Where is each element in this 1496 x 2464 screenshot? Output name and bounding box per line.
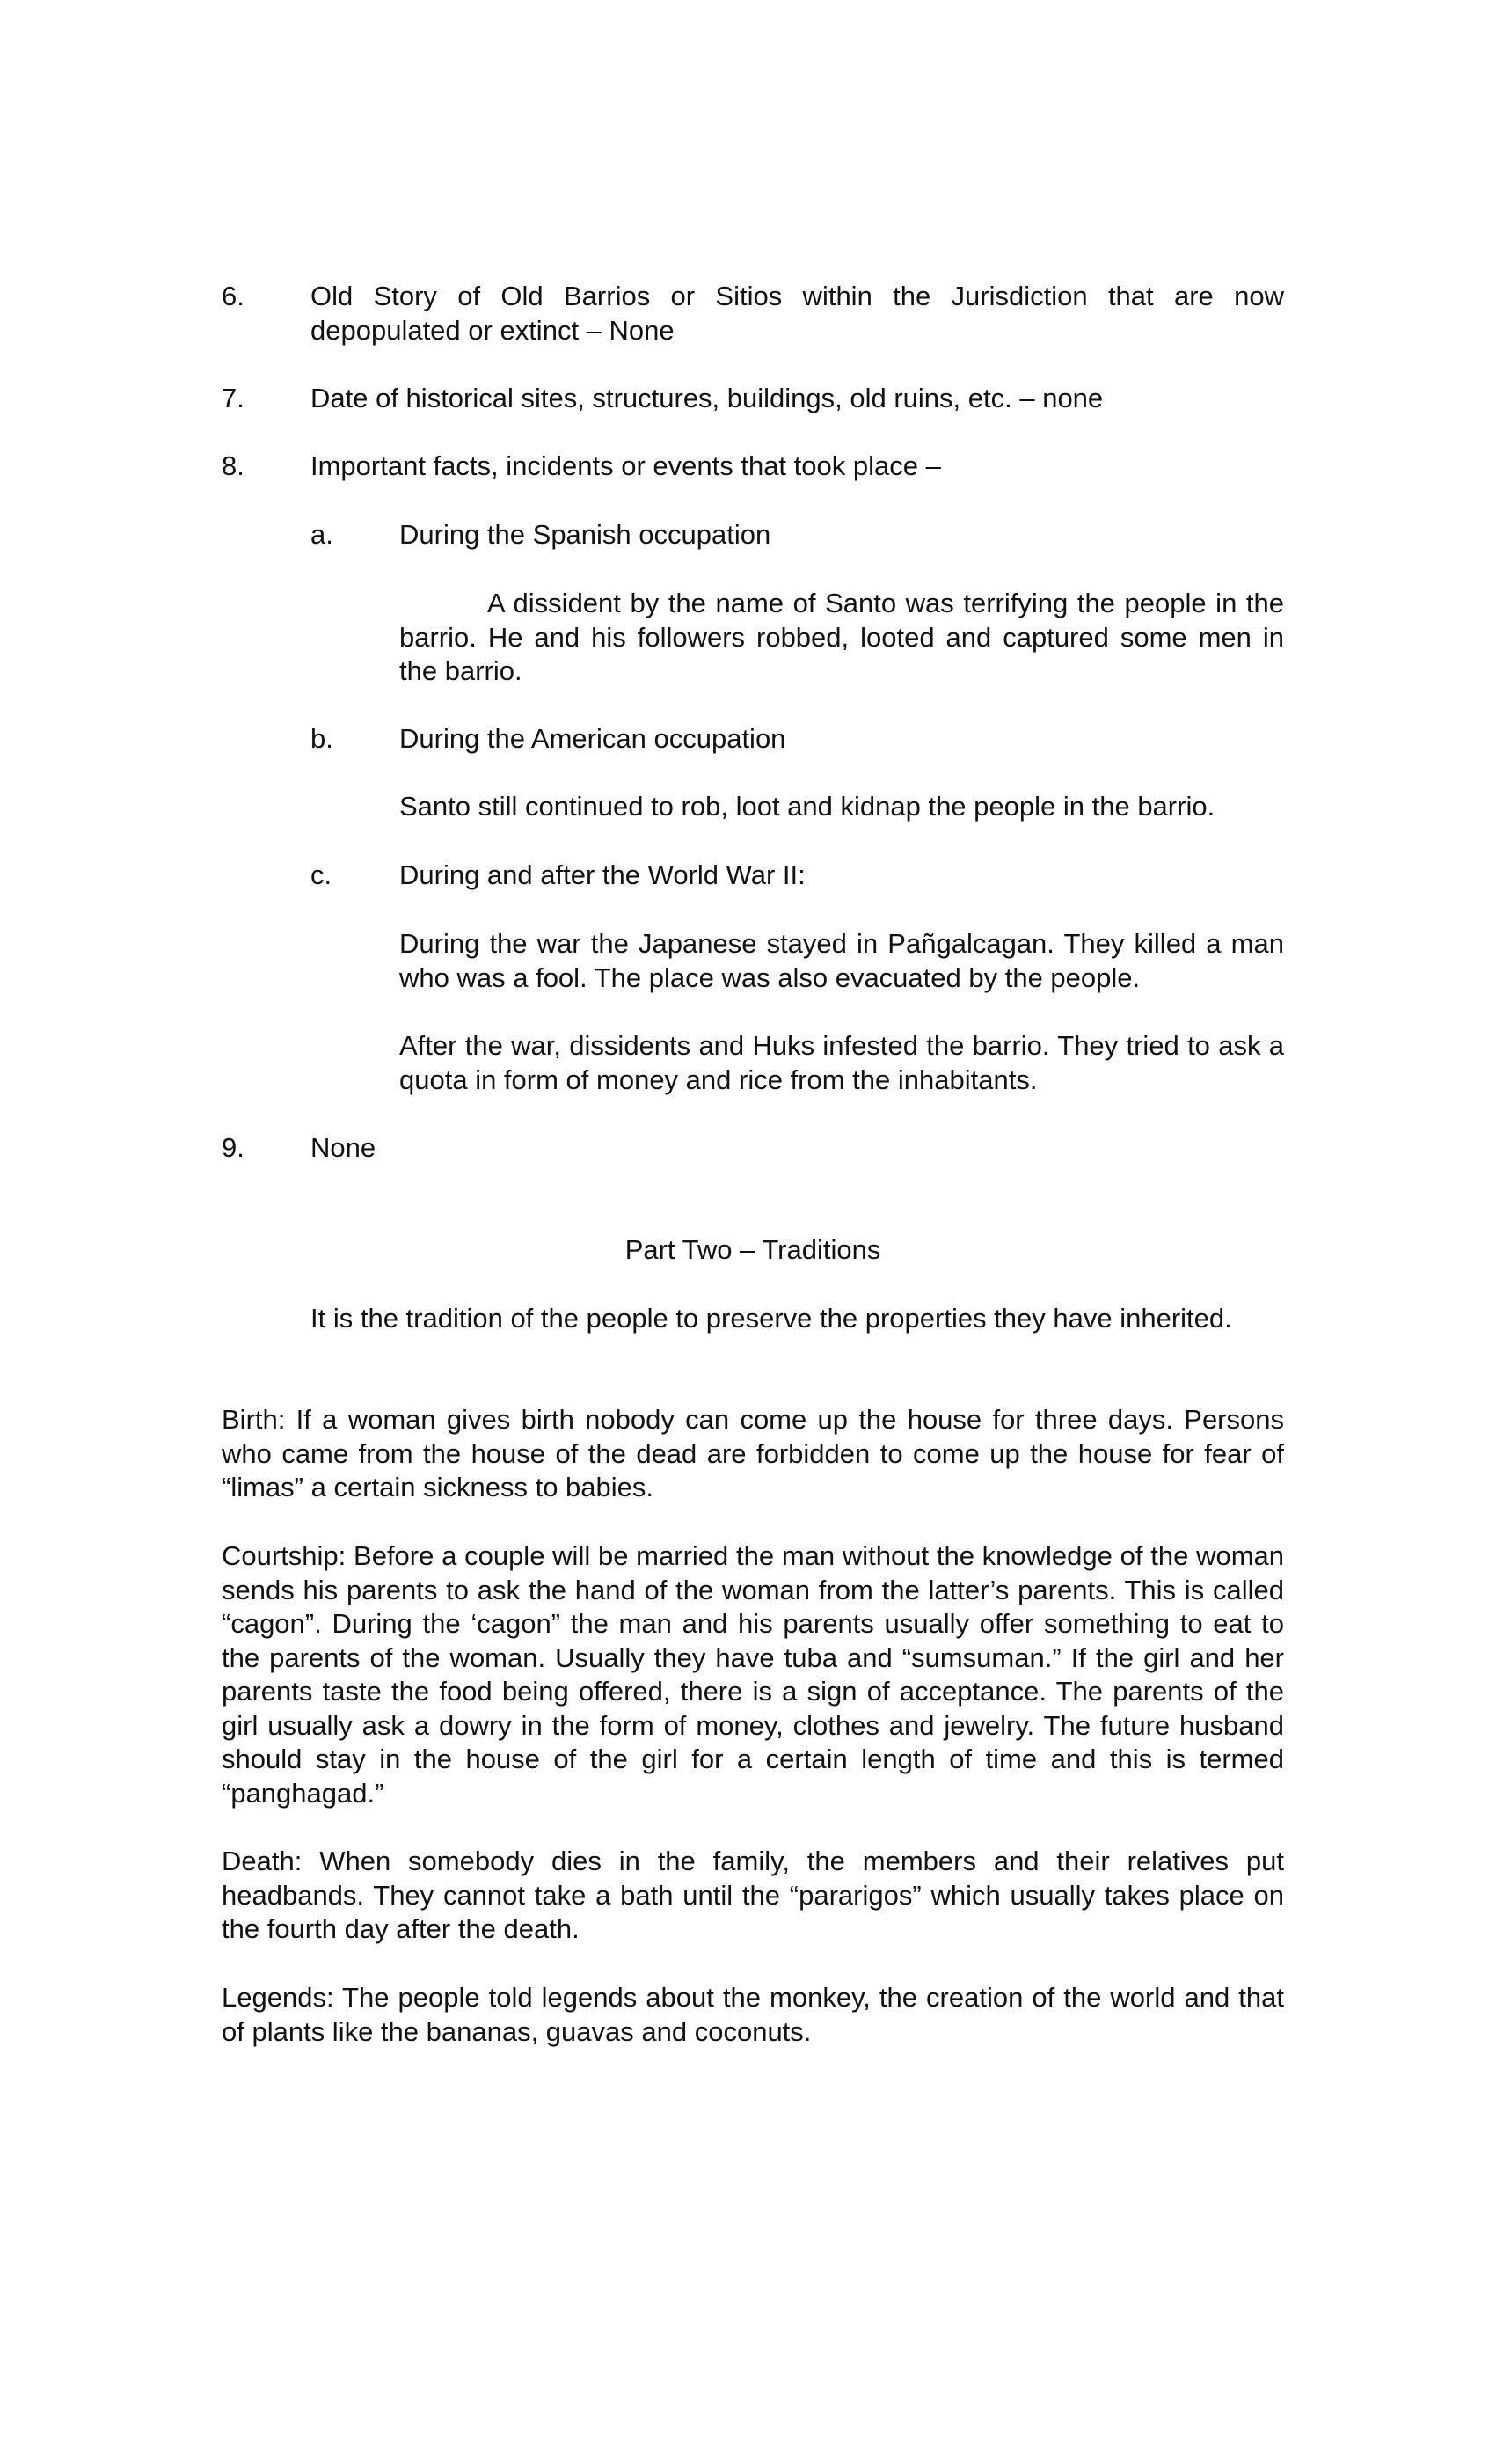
item-text: Date of historical sites, structures, buildings, old ruins, etc. – none [310, 383, 1104, 413]
after-war-paragraph: After the war, dissidents and Huks infested the barrio. They tried to ask a quota in form of money and rice from the inhabitants. [399, 1030, 1284, 1095]
sub-item-a [310, 518, 1284, 552]
sub-item-letter: b. [310, 723, 333, 754]
item-text: None [310, 1132, 376, 1163]
birth-paragraph: Birth: If a woman gives birth nobody can come up the house for three days. Persons who came from the house of the dead are forbidden to come up the house for fear of “limas” a certain sickness to babies. [222, 1404, 1284, 1503]
spanish-occupation-paragraph: A dissident by the name of Santo was terrifying the people in the barrio. He and his followers robbed, looted and captured some men in the barrio. [399, 588, 1284, 686]
during-war-paragraph: During the war the Japanese stayed in Pañgalcagan. They killed a man who was a fool. The place was also evacuated by the people. [399, 928, 1284, 993]
sub-item-text: During the Spanish occupation [399, 519, 771, 550]
section-title: Part Two – Traditions [624, 1234, 881, 1265]
item-number: 8. [222, 450, 244, 481]
item-number: 7. [222, 383, 244, 413]
item-number: 9. [222, 1132, 244, 1163]
list-item-8 [222, 450, 1284, 484]
sub-item-text: During and after the World War II: [399, 859, 806, 890]
death-paragraph: Death: When somebody dies in the family, the members and their relatives put headbands. They cannot take a bath until the “pararigos” which usually takes place on the fourth day after the death. [222, 1846, 1284, 1944]
sub-item-letter: c. [310, 859, 332, 890]
traditions-intro-paragraph: It is the tradition of the people to preserve the properties they have inherited. [310, 1303, 1232, 1334]
item-text: Important facts, incidents or events that took place – [310, 450, 941, 481]
sub-item-text: During the American occupation [399, 723, 786, 754]
sub-item-c [310, 859, 1284, 893]
item-number: 6. [222, 281, 244, 311]
courtship-paragraph: Courtship: Before a couple will be married the man without the knowledge of the woman sends his parents to ask the hand of the woman from the latter’s parents. This is called “cagon”. During the ‘cagon” the man and his parents usually offer something to eat to the parents of the woman. Usually they have tuba and “sumsuman.” If the girl and her parents taste the food being offered, there is a sign of acceptance. The parents of the girl usually ask a dowry in the form of money, clothes and jewelry. The future husband should stay in the house of the girl for a certain length of time and this is termed “panghagad.” [222, 1540, 1284, 1809]
legends-paragraph: Legends: The people told legends about the monkey, the creation of the world and that of plants like the bananas, guavas and coconuts. [222, 1982, 1284, 2047]
sub-item-b [310, 722, 1284, 757]
list-item-9 [222, 1131, 1284, 1166]
list-item-6 [222, 280, 1284, 347]
item-text: Old Story of Old Barrios or Sitios within the Jurisdiction that are now depopulated or extinct – None [310, 281, 1284, 346]
american-occupation-paragraph: Santo still continued to rob, loot and kidnap the people in the barrio. [399, 791, 1215, 822]
list-item-7 [222, 382, 1284, 416]
sub-item-letter: a. [310, 519, 333, 550]
